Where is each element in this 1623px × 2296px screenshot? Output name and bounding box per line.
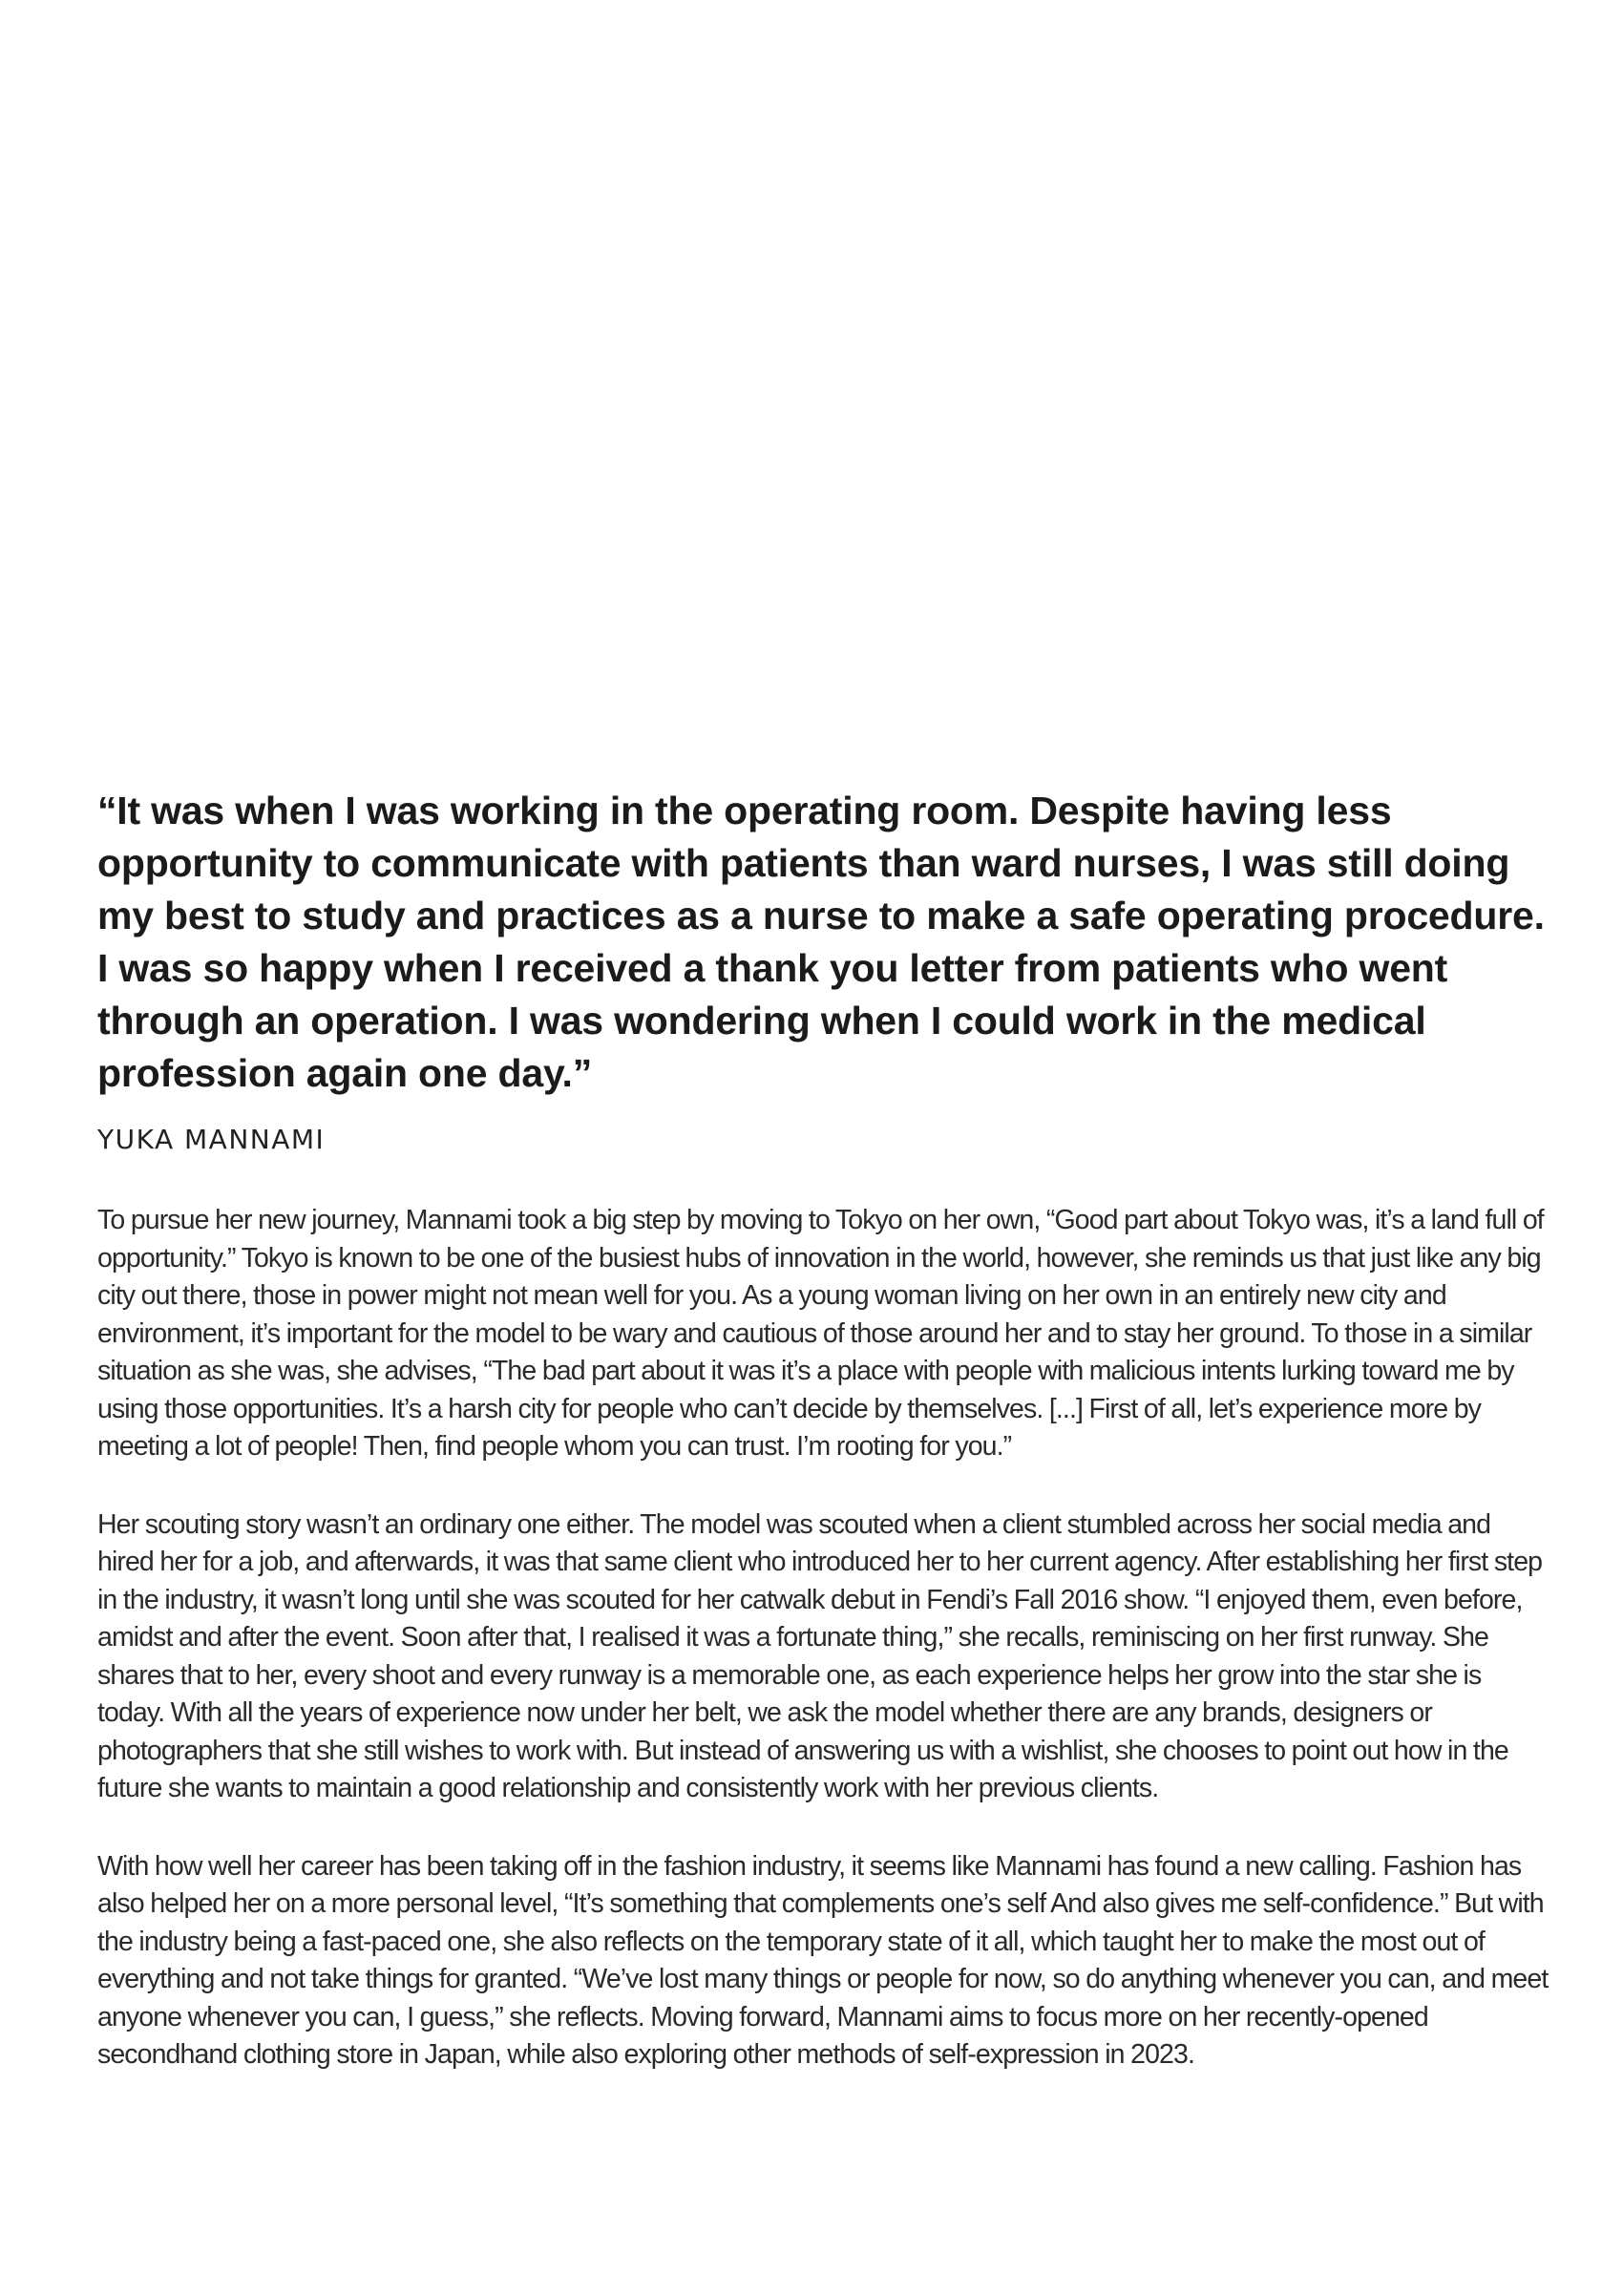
paragraph-1: To pursue her new journey, Mannami took a big step by moving to Tokyo on her own, “Good part about Tokyo was, it’s a land full of opportunity.” Tokyo is known to be one of the busiest hubs of innovation in the world, however, she reminds us that just like any big city out there, those in power might not mean well for you. As a young woman living on her own in an entirely new city and environment, it’s important for the model to be wary and cautious of those around her and to stay her ground. To those in a similar situation as she was, she advises, “The bad part about it was it’s a place with people with malicious intents lurking toward me by using those opportunities. It’s a harsh city for people who can’t decide by themselves. [...] First of all, let’s experience more by meeting a lot of people! Then, find people whom you can trust. I’m rooting for you.” — [97, 1205, 1544, 1462]
paragraph-3: With how well her career has been taking off in the fashion industry, it seems like Mannami has found a new calling. Fashion has also helped her on a more personal level, “It’s something that complements one’s self And also gives me self-confidence.” But with the industry being a fast-paced one, she also reflects on the temporary state of it all, which taught her to make the most out of everything and not take things for granted. “We’ve lost many things or people for now, so do anything whenever you can, and meet anyone whenever you can, I guess,” she reflects. Moving forward, Mannami aims to focus more on her recently-opened secondhand clothing store in Japan, while also exploring other methods of self-expression in 2023. — [97, 1850, 1549, 2070]
article-body — [97, 1202, 1549, 2115]
quote-author: YUKA MANNAMI — [97, 1124, 326, 1155]
pull-quote: “It was when I was working in the operating room. Despite having less opportunity to communicate with patients than ward nurses, I was still doing my best to study and practices as a nurse to make a safe operating procedure. I was so happy when I received a thank you letter from patients who went through an operation. I was wondering when I could work in the medical profession again one day.” — [97, 789, 1545, 1095]
paragraph-2: Her scouting story wasn’t an ordinary one either. The model was scouted when a client stumbled across her social media and hired her for a job, and afterwards, it was that same client who introduced her to her current agency. After establishing her first step in the industry, it wasn’t long until she was scouted for her catwalk debut in Fendi’s Fall 2016 show. “I enjoyed them, even before, amidst and after the event. Soon after that, I realised it was a fortunate thing,” she recalls, reminiscing on her first runway. She shares that to her, every shoot and every runway is a memorable one, as each experience helps her grow into the star she is today. With all the years of experience now under her belt, we ask the model whether there are any brands, designers or photographers that she still wishes to work with. But instead of answering us with a wishlist, she chooses to point out how in the future she wants to maintain a good relationship and consistently work with her previous clients. — [97, 1508, 1543, 1803]
